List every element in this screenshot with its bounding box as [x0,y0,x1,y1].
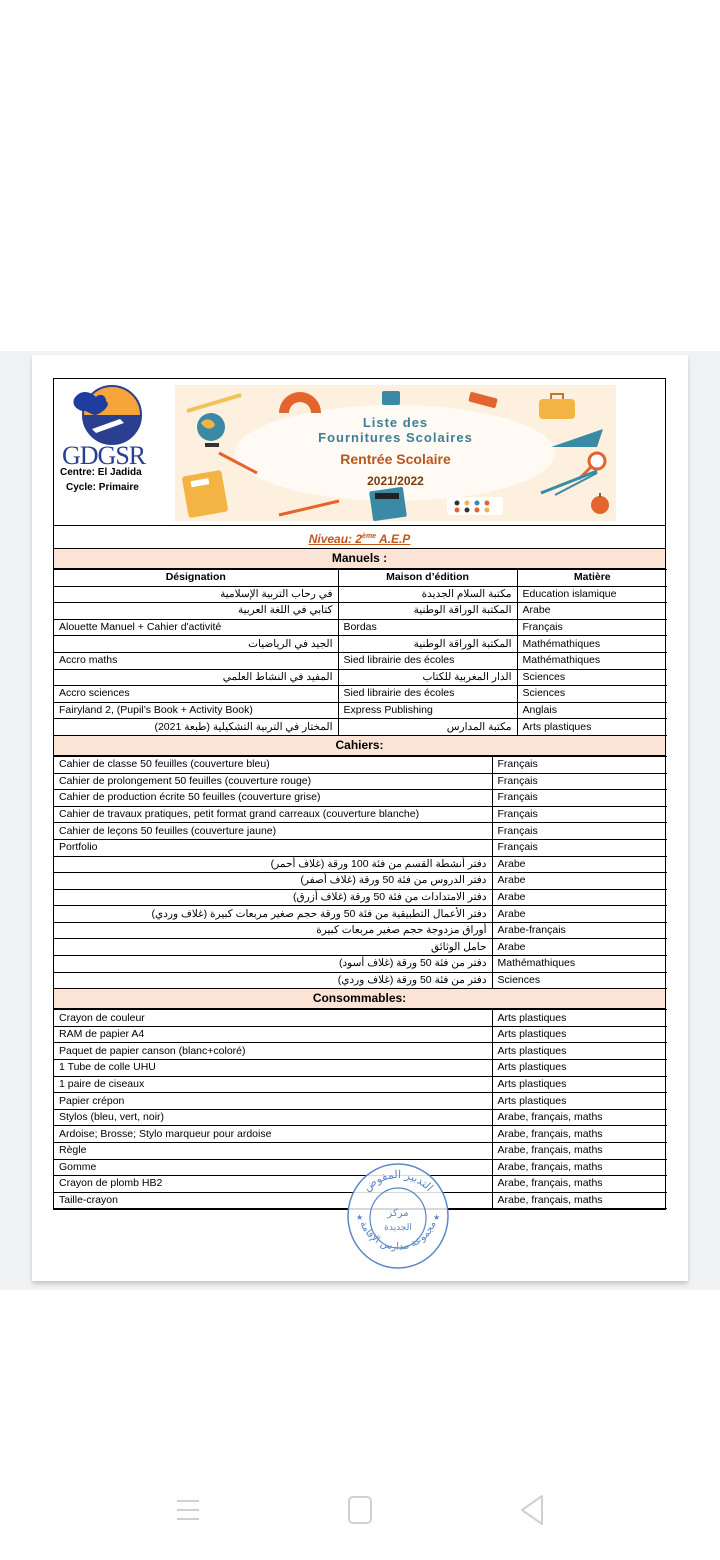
subject-cell: Arts plastiques [492,1010,667,1027]
level-superscript: ème [362,533,377,540]
stamp-top-text: التدبير المفوض [360,1167,436,1194]
back-icon [518,1494,546,1526]
subject-cell: Français [492,823,667,840]
banner-subtitle: Rentrée Scolaire [340,451,451,467]
cycle-label: Cycle: Primaire [66,482,139,493]
table-row [54,1093,667,1110]
title-banner [175,385,616,521]
manuels-table [54,569,667,736]
next-page-area [6,1290,720,1464]
section-consommables-title: Consommables: [54,989,665,1009]
back-button[interactable] [512,1490,552,1530]
designation-cell: Portfolio [54,839,492,856]
stamp-bottom-text: مجموعة مدارس الإقامة [357,1219,439,1253]
publisher-cell: مكتبة السلام الجديدة [338,586,517,603]
table-row [54,1010,667,1027]
publisher-cell: المكتبة الوراقة الوطنية [338,636,517,653]
table-row [54,806,667,823]
table-row [54,856,667,873]
calculator-icon [365,485,411,521]
table-row [54,669,667,686]
document-header [54,379,665,526]
table-row [54,889,667,906]
designation-cell: Fairyland 2, (Pupil’s Book + Activity Book) [54,702,338,719]
level-suffix: A.E.P [376,532,411,546]
home-button[interactable] [340,1490,380,1530]
stamp-star-left-icon: ★ [356,1213,364,1222]
designation-cell: المفيد في النشاط العلمي [54,669,338,686]
subject-cell: Français [492,773,667,790]
publisher-cell: الدار المغربية للكتاب [338,669,517,686]
subject-cell: Education islamique [517,586,667,603]
designation-cell: Alouette Manuel + Cahier d'activité [54,619,338,636]
subject-cell: Français [492,790,667,807]
publisher-cell: Sied librairie des écoles [338,652,517,669]
designation-cell: Accro maths [54,652,338,669]
logo-emblem-icon [72,385,142,447]
table-row [54,906,667,923]
table-row [54,873,667,890]
subject-cell: Français [492,756,667,773]
designation-cell: دفتر الدروس من فئة 50 ورقة (غلاف أصفر) [54,873,492,890]
designation-cell: دفتر الأعمال التطبيقية من فئة 50 ورقة حجم صغير مربعات كبيرة (غلاف وردي) [54,906,492,923]
subject-cell: Mathémathiques [492,956,667,973]
subject-cell: Arts plastiques [492,1026,667,1043]
logo-wordmark: GDGSR [62,441,146,470]
stamp-star-right-icon: ★ [433,1213,441,1222]
designation-cell: Cahier de classe 50 feuilles (couverture bleu) [54,756,492,773]
subject-cell: Mathémathiques [517,652,667,669]
column-header-designation: Désignation [54,570,338,587]
designation-cell: Cahier de production écrite 50 feuilles (couverture grise) [54,790,492,807]
subject-cell: Anglais [517,702,667,719]
table-row [54,636,667,653]
eraser-icon [465,391,501,411]
table-row [54,972,667,989]
subject-cell: Arabe [492,856,667,873]
subject-cell: Arabe-français [492,922,667,939]
designation-cell: Taille-crayon [54,1192,492,1209]
subject-cell: Arabe [492,906,667,923]
table-row [54,1076,667,1093]
paint-palette-icon [445,493,505,517]
official-stamp [344,1160,452,1270]
home-icon [347,1495,373,1525]
subject-cell: Mathémathiques [517,636,667,653]
subject-cell: Français [492,839,667,856]
table-row [54,586,667,603]
banner-title-line2: Fournitures Scolaires [318,430,473,445]
table-row [54,956,667,973]
designation-cell: الجيد في الرياضيات [54,636,338,653]
subject-cell: Arabe [517,603,667,620]
designation-cell: Règle [54,1143,492,1160]
level-heading [54,526,665,549]
subject-cell: Sciences [517,686,667,703]
section-manuels-title: Manuels : [54,549,665,569]
menu-icon [174,1498,202,1522]
stamp-center-line1: مركز [387,1208,409,1219]
designation-cell: Stylos (bleu, vert, noir) [54,1109,492,1126]
table-row [54,939,667,956]
designation-cell: Accro sciences [54,686,338,703]
protractor-icon [275,387,325,415]
table-row [54,702,667,719]
subject-cell: Arabe, français, maths [492,1159,667,1176]
subject-cell: Arabe [492,939,667,956]
level-prefix: Niveau: 2 [308,532,363,546]
column-header-publisher: Maison d’édition [338,570,517,587]
banner-title-line1: Liste des [362,415,429,430]
subject-cell: Français [492,806,667,823]
designation-cell: Papier crépon [54,1093,492,1110]
publisher-cell: مكتبة المدارس [338,719,517,736]
android-navigation-bar [0,1464,720,1560]
table-row [54,686,667,703]
table-row [54,619,667,636]
designation-cell: دفتر أنشطة القسم من فئة 100 ورقة (غلاف أحمر) [54,856,492,873]
designation-cell: Crayon de couleur [54,1010,492,1027]
subject-cell: Arabe, français, maths [492,1143,667,1160]
subject-cell: Sciences [517,669,667,686]
designation-cell: Cahier de travaux pratiques, petit format grand carreaux (couverture blanche) [54,806,492,823]
table-row [54,1126,667,1143]
table-row [54,756,667,773]
publisher-cell: Express Publishing [338,702,517,719]
table-row [54,1026,667,1043]
designation-cell: 1 paire de ciseaux [54,1076,492,1093]
cahiers-table [54,756,667,989]
table-row [54,1109,667,1126]
designation-cell: دفتر من فئة 50 ورقة (غلاف وردي) [54,972,492,989]
subject-cell: Sciences [492,972,667,989]
table-row [54,719,667,736]
designation-cell: دفتر الامتدادات من فئة 50 ورقة (غلاف أزرق) [54,889,492,906]
designation-cell: في رحاب التربية الإسلامية [54,586,338,603]
subject-cell: Arts plastiques [492,1043,667,1060]
subject-cell: Arabe, français, maths [492,1192,667,1209]
designation-cell: Ardoise; Brosse; Stylo marqueur pour ardoise [54,1126,492,1143]
table-row [54,1060,667,1077]
section-cahiers-title: Cahiers: [54,736,665,756]
designation-cell: Gomme [54,1159,492,1176]
table-row [54,603,667,620]
table-row [54,773,667,790]
column-header-subject: Matière [517,570,667,587]
publisher-cell: Bordas [338,619,517,636]
table-row [54,790,667,807]
publisher-cell: Sied librairie des écoles [338,686,517,703]
subject-cell: Arts plastiques [517,719,667,736]
banner-year: 2021/2022 [367,474,424,488]
subject-cell: Français [517,619,667,636]
apple-icon [587,491,613,515]
centre-label: Centre: El Jadida [60,467,142,478]
table-row [54,1143,667,1160]
subject-cell: Arabe, français, maths [492,1126,667,1143]
designation-cell: Cahier de leçons 50 feuilles (couverture jaune) [54,823,492,840]
table-header-row [54,570,667,587]
table-row [54,1043,667,1060]
table-row [54,839,667,856]
designation-cell: Paquet de papier canson (blanc+coloré) [54,1043,492,1060]
table-row [54,922,667,939]
designation-cell: 1 Tube de colle UHU [54,1060,492,1077]
designation-cell: Cahier de prolongement 50 feuilles (couverture rouge) [54,773,492,790]
designation-cell: دفتر من فئة 50 ورقة (غلاف أسود) [54,956,492,973]
pen-icon [275,497,345,519]
table-row [54,652,667,669]
supplies-document [53,378,666,1210]
subject-cell: Arabe [492,873,667,890]
stamp-center-line2: الجديدة [384,1223,412,1233]
table-row [54,823,667,840]
publisher-cell: المكتبة الوراقة الوطنية [338,603,517,620]
designation-cell: Crayon de plomb HB2 [54,1176,492,1193]
subject-cell: Arts plastiques [492,1076,667,1093]
subject-cell: Arts plastiques [492,1060,667,1077]
designation-cell: RAM de papier A4 [54,1026,492,1043]
subject-cell: Arts plastiques [492,1093,667,1110]
designation-cell: كتابي في اللغة العربية [54,603,338,620]
designation-cell: حامل الوثائق [54,939,492,956]
subject-cell: Arabe, français, maths [492,1109,667,1126]
subject-cell: Arabe, français, maths [492,1176,667,1193]
recent-apps-button[interactable] [168,1490,208,1530]
designation-cell: المختار في التربية التشكيلية (طبعة 2021) [54,719,338,736]
designation-cell: أوراق مزدوجة حجم صغير مربعات كبيرة [54,922,492,939]
level-text [309,532,411,546]
sharpener-icon [380,389,402,407]
subject-cell: Arabe [492,889,667,906]
